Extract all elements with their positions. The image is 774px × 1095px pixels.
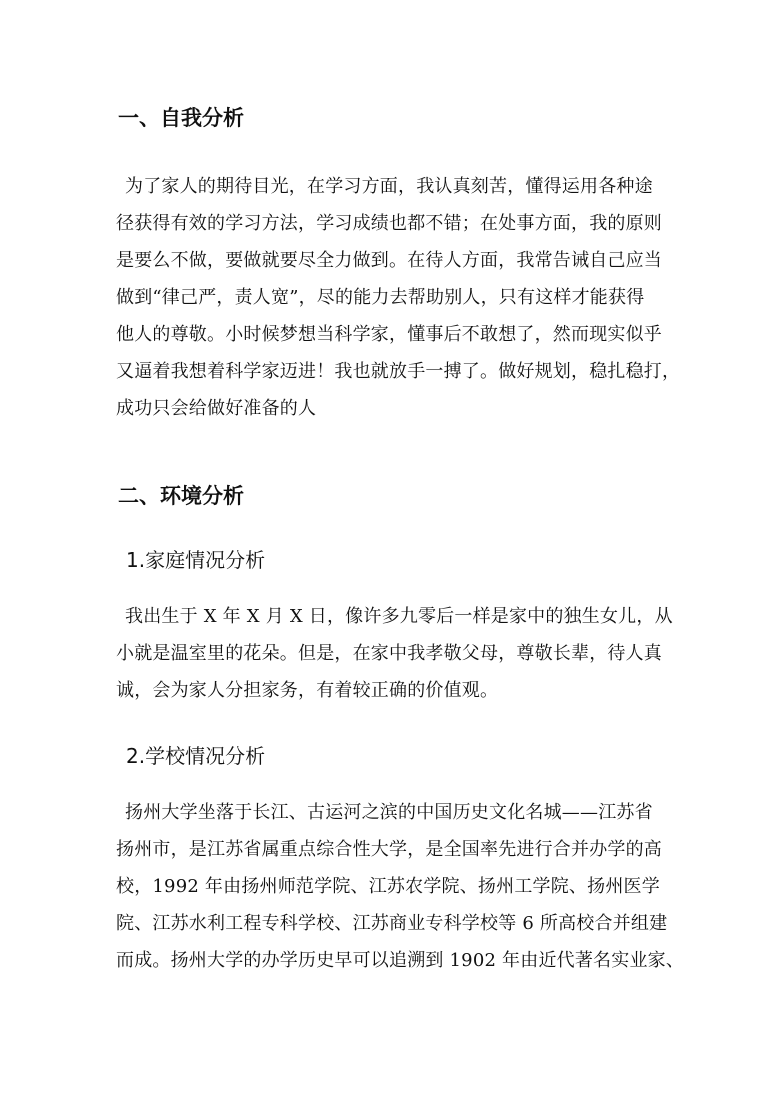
text-line: 校，1992 年由扬州师范学院、江苏农学院、扬州工学院、扬州医学: [116, 876, 660, 897]
paragraph-self-analysis: [116, 168, 681, 427]
text-line: 诚，会为家人分担家务，有着较正确的价值观。: [116, 680, 499, 701]
text-line: 他人的尊敬。小时候梦想当科学家，懂事后不敢想了，然而现实似乎: [116, 324, 662, 345]
paragraph-family-analysis: [116, 598, 673, 709]
text-line: 院、江苏水利工程专科学校、江苏商业专科学校等 6 所高校合并组建: [116, 913, 668, 934]
text-line: 而成。扬州大学的办学历史早可以追溯到 1902 年由近代著名实业家、: [116, 950, 685, 971]
text-line: 成功只会给做好准备的人: [116, 398, 317, 419]
paragraph-school-analysis: [116, 794, 685, 979]
heading-environment-analysis: 二、环境分析: [118, 484, 244, 508]
text-line: 扬州大学坐落于长江、古运河之滨的中国历史文化名城——江苏省: [125, 802, 653, 823]
text-line: 径获得有效的学习方法，学习成绩也都不错；在处事方面，我的原则: [116, 213, 662, 234]
heading-family-analysis: 1.家庭情况分析: [126, 548, 266, 572]
text-line: 是要么不做，要做就要尽全力做到。在待人方面，我常告诫自己应当: [116, 250, 662, 271]
text-line: 为了家人的期待目光，在学习方面，我认真刻苦，懂得运用各种途: [125, 176, 653, 197]
heading-school-analysis: 2.学校情况分析: [126, 744, 266, 768]
text-line: 小就是温室里的花朵。但是，在家中我孝敬父母，尊敬长辈，待人真: [116, 643, 662, 664]
heading-self-analysis: 一、自我分析: [118, 106, 244, 130]
text-line: 做到“律己严，责人宽”，尽的能力去帮助别人，只有这样才能获得: [116, 287, 645, 308]
text-line: 又逼着我想着科学家迈进！我也就放手一搏了。做好规划，稳扎稳打，: [116, 361, 681, 382]
text-line: 我出生于 X 年 X 月 X 日，像许多九零后一样是家中的独生女儿，从: [125, 606, 673, 627]
text-line: 扬州市，是江苏省属重点综合性大学，是全国率先进行合并办学的高: [116, 839, 662, 860]
